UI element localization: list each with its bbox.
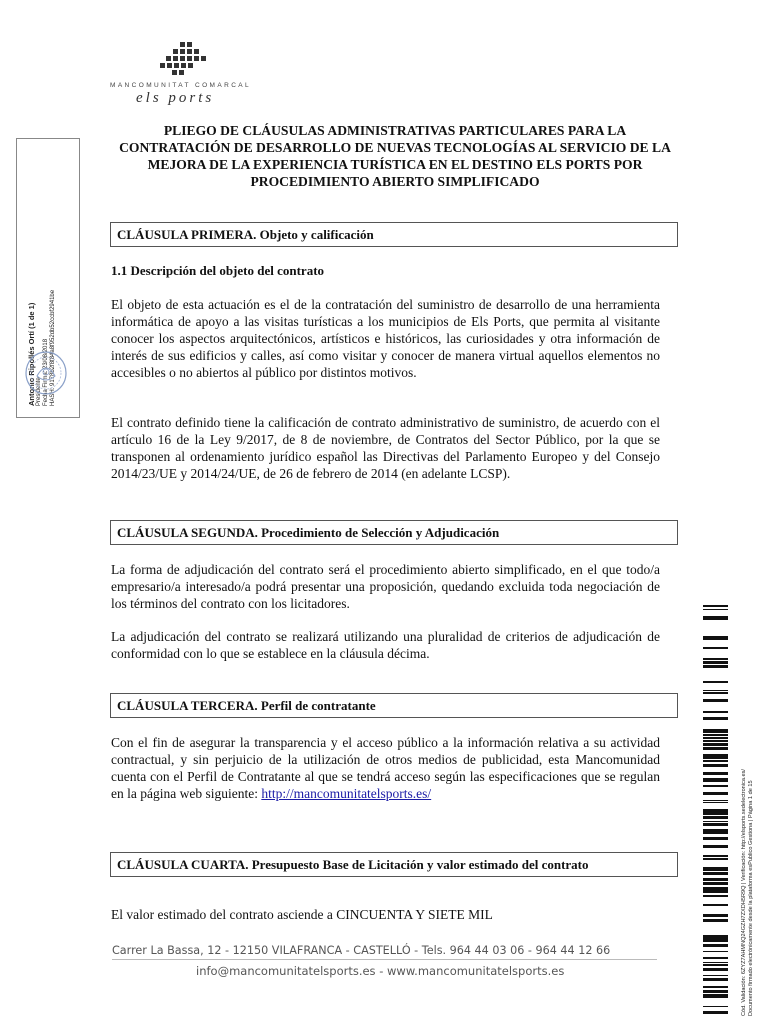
verification-text [741, 596, 755, 1016]
clause-segunda-paragraph-2: La adjudicación del contrato se realizará utilizando una pluralidad de criterios de adjudicación de conformidad con lo que se establece en la cláusula décima. [111, 629, 660, 661]
signature-hash: HASH: 9178b2f8f84a8f952db52ccbf2941be [50, 289, 57, 406]
clause-cuarta-paragraph-1: El valor estimado del contrato asciende a CINCUENTA Y SIETE MIL [111, 907, 493, 922]
clause-tercera-heading: CLÁUSULA TERCERA. Perfil de contratante [110, 693, 678, 718]
section-1-1-heading: 1.1 Descripción del objeto del contrato [111, 263, 325, 278]
signature-date: Fecha Firma: 23/08/2018 [43, 338, 50, 406]
footer-contact: info@mancomunitatelsports.es - www.mancomunitatelsports.es [196, 964, 565, 978]
signer-role: Presidente [36, 377, 42, 406]
logo-bottom-text: els ports [136, 90, 215, 106]
document-title: PLIEGO DE CLÁUSULAS ADMINISTRATIVAS PARTICULARES PARA LA CONTRATACIÓN DE DESARROLLO DE NUEVAS TECNOLOGÍAS AL SERVICIO DE LA MEJORA DE LA EXPERIENCIA TURÍSTICA EN EL DESTINO ELS PORTS POR PROCEDIMIENTO ABIERTO SIMPLIFICADO [119, 123, 671, 189]
seal-icon [23, 350, 69, 396]
perfil-contratante-link[interactable]: http://mancomunitatelsports.es/ [261, 786, 432, 801]
clause-segunda-paragraph-1: La forma de adjudicación del contrato será el procedimiento abierto simplificado, en el que todo/a empresario/a interesado/a podrá presentar una proposición, quedando excluida toda negociación de los términos del contrato con los licitadores. [111, 562, 660, 611]
logo [108, 40, 278, 110]
signer-name: Antonio Ripollés Ortí (1 de 1) [27, 302, 36, 406]
clause-primera-heading: CLÁUSULA PRIMERA. Objeto y calificación [110, 222, 678, 247]
verification-code: Cód. Validación: 6ZYZ7AHMNQ24GZH7ZXDH5R9Q | Verificación: http://elsports.sedelectronica.es/ [741, 769, 747, 1016]
clause-tercera-paragraph-1 [111, 734, 660, 802]
footer-address: Carrer La Bassa, 12 - 12150 VILAFRANCA - CASTELLÓ - Tels. 964 44 03 06 - 964 44 12 66 [112, 944, 611, 957]
clause-primera-paragraph-1: El objeto de esta actuación es el de la contratación del suministro de desarrollo de una herramienta informática de apoyo a las visitas turísticas a los municipios de Els Ports, que permita al visitante conocer los aspectos arquitectónicos, artísticos e históricos, las curiosidades y otra información de interés de sus edificios y calles, así como visitar y conocer de manera virtual aquellos elementos no accesibles o no abiertos al público por distintos motivos. [111, 297, 660, 380]
verification-platform: Documento firmado electrónicamente desde la plataforma esPublico Gestiona | Página 1 de 15 [748, 780, 754, 1016]
logo-top-text: MANCOMUNITAT COMARCAL [110, 82, 252, 89]
clause-cuarta-heading: CLÁUSULA CUARTA. Presupuesto Base de Licitación y valor estimado del contrato [110, 852, 678, 877]
logo-mark-icon [158, 40, 210, 76]
footer-divider [112, 959, 657, 960]
clause-tercera-text: Con el fin de asegurar la transparencia y el acceso público a la información relativa a su actividad contractual, y sin perjuicio de la utilización de otros medios de publicidad, esta Mancomunidad cuenta con el Perfil de Contratante al que se tendrá acceso según las especificaciones que se regulan en la página web siguiente: [111, 735, 660, 801]
clause-segunda-heading: CLÁUSULA SEGUNDA. Procedimiento de Selección y Adjudicación [110, 520, 678, 545]
clause-primera-paragraph-2: El contrato definido tiene la calificación de contrato administrativo de suministro, de acuerdo con el artículo 16 de la Ley 9/2017, de 8 de noviembre, de Contratos del Sector Público, por la que se transponen al ordenamiento jurídico español las Directivas del Parlamento Europeo y del Consejo 2014/23/UE y 2014/24/UE, de 26 de febrero de 2014 (en adelante LCSP). [111, 415, 660, 481]
verification-barcode [703, 605, 728, 1017]
